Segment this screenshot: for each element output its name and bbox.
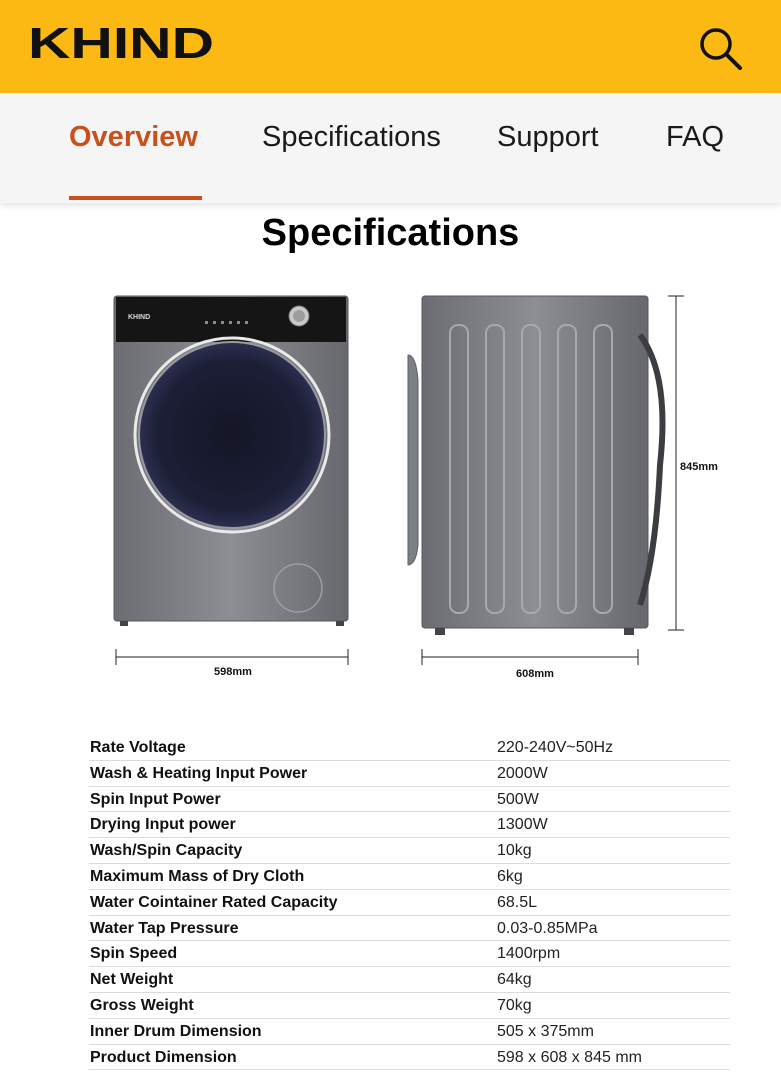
search-icon <box>696 24 746 74</box>
spec-row <box>89 735 730 761</box>
search-button[interactable] <box>696 24 746 74</box>
spec-label: Spin Speed <box>90 945 178 963</box>
spec-label: Product Dimension <box>90 1048 237 1066</box>
spec-value: 10kg <box>497 842 532 860</box>
khind-logo[interactable] <box>28 22 218 64</box>
spec-row <box>89 761 730 787</box>
tab-faq[interactable]: FAQ <box>666 121 725 153</box>
spec-label: Net Weight <box>90 971 174 989</box>
spec-label: Water Cointainer Rated Capacity <box>90 893 338 911</box>
tab-overview[interactable]: Overview <box>69 121 198 153</box>
spec-row <box>89 864 730 890</box>
spec-value: 598 x 608 x 845 mm <box>497 1048 642 1066</box>
spec-label: Wash & Heating Input Power <box>90 764 308 782</box>
spec-label: Gross Weight <box>90 996 194 1014</box>
height-label: 845mm <box>680 461 718 473</box>
product-dimension-figure <box>80 285 720 695</box>
spec-value: 0.03-0.85MPa <box>497 919 598 937</box>
spec-label: Spin Input Power <box>90 790 221 808</box>
spec-row <box>89 1019 730 1045</box>
spec-row <box>89 916 730 942</box>
spec-row <box>89 941 730 967</box>
spec-label: Water Tap Pressure <box>90 919 239 937</box>
tab-bar <box>0 93 781 203</box>
spec-label: Maximum Mass of Dry Cloth <box>90 867 305 885</box>
page-title: Specifications <box>261 212 520 254</box>
top-bar <box>0 0 781 93</box>
door-glass <box>139 342 325 528</box>
tab-specifications[interactable]: Specifications <box>262 121 441 153</box>
spec-row <box>89 967 730 993</box>
tab-support[interactable]: Support <box>497 121 599 153</box>
svg-text:KHIND: KHIND <box>28 22 214 64</box>
spec-value: 220-240V~50Hz <box>497 739 614 756</box>
spec-value: 500W <box>497 790 539 808</box>
spec-label: Inner Drum Dimension <box>90 1022 262 1040</box>
spec-value: 64kg <box>497 971 532 989</box>
spec-value: 68.5L <box>497 893 538 911</box>
spec-value: 505 x 375mm <box>497 1022 594 1040</box>
front-view <box>114 296 348 626</box>
active-tab-indicator <box>69 196 202 200</box>
depth-dimension <box>422 649 638 680</box>
spec-row <box>89 890 730 916</box>
side-view <box>408 296 663 635</box>
spec-value: 2000W <box>497 764 548 782</box>
spec-value: 1300W <box>497 816 548 834</box>
spec-label: Rate Voltage <box>90 739 186 756</box>
spec-row <box>89 812 730 838</box>
spec-table <box>89 735 730 1070</box>
height-dimension <box>668 296 718 630</box>
width-dimension <box>116 649 348 678</box>
spec-row <box>89 838 730 864</box>
spec-row <box>89 993 730 1019</box>
spec-value: 70kg <box>497 996 532 1014</box>
spec-row <box>89 787 730 813</box>
spec-label: Drying Input power <box>90 816 236 834</box>
spec-label: Wash/Spin Capacity <box>90 842 243 860</box>
depth-label: 608mm <box>516 668 554 680</box>
svg-text:KHIND: KHIND <box>128 314 151 321</box>
width-label: 598mm <box>214 666 252 678</box>
spec-row <box>89 1045 730 1071</box>
spec-value: 6kg <box>497 867 523 885</box>
spec-value: 1400rpm <box>497 945 561 963</box>
control-panel <box>116 297 346 342</box>
